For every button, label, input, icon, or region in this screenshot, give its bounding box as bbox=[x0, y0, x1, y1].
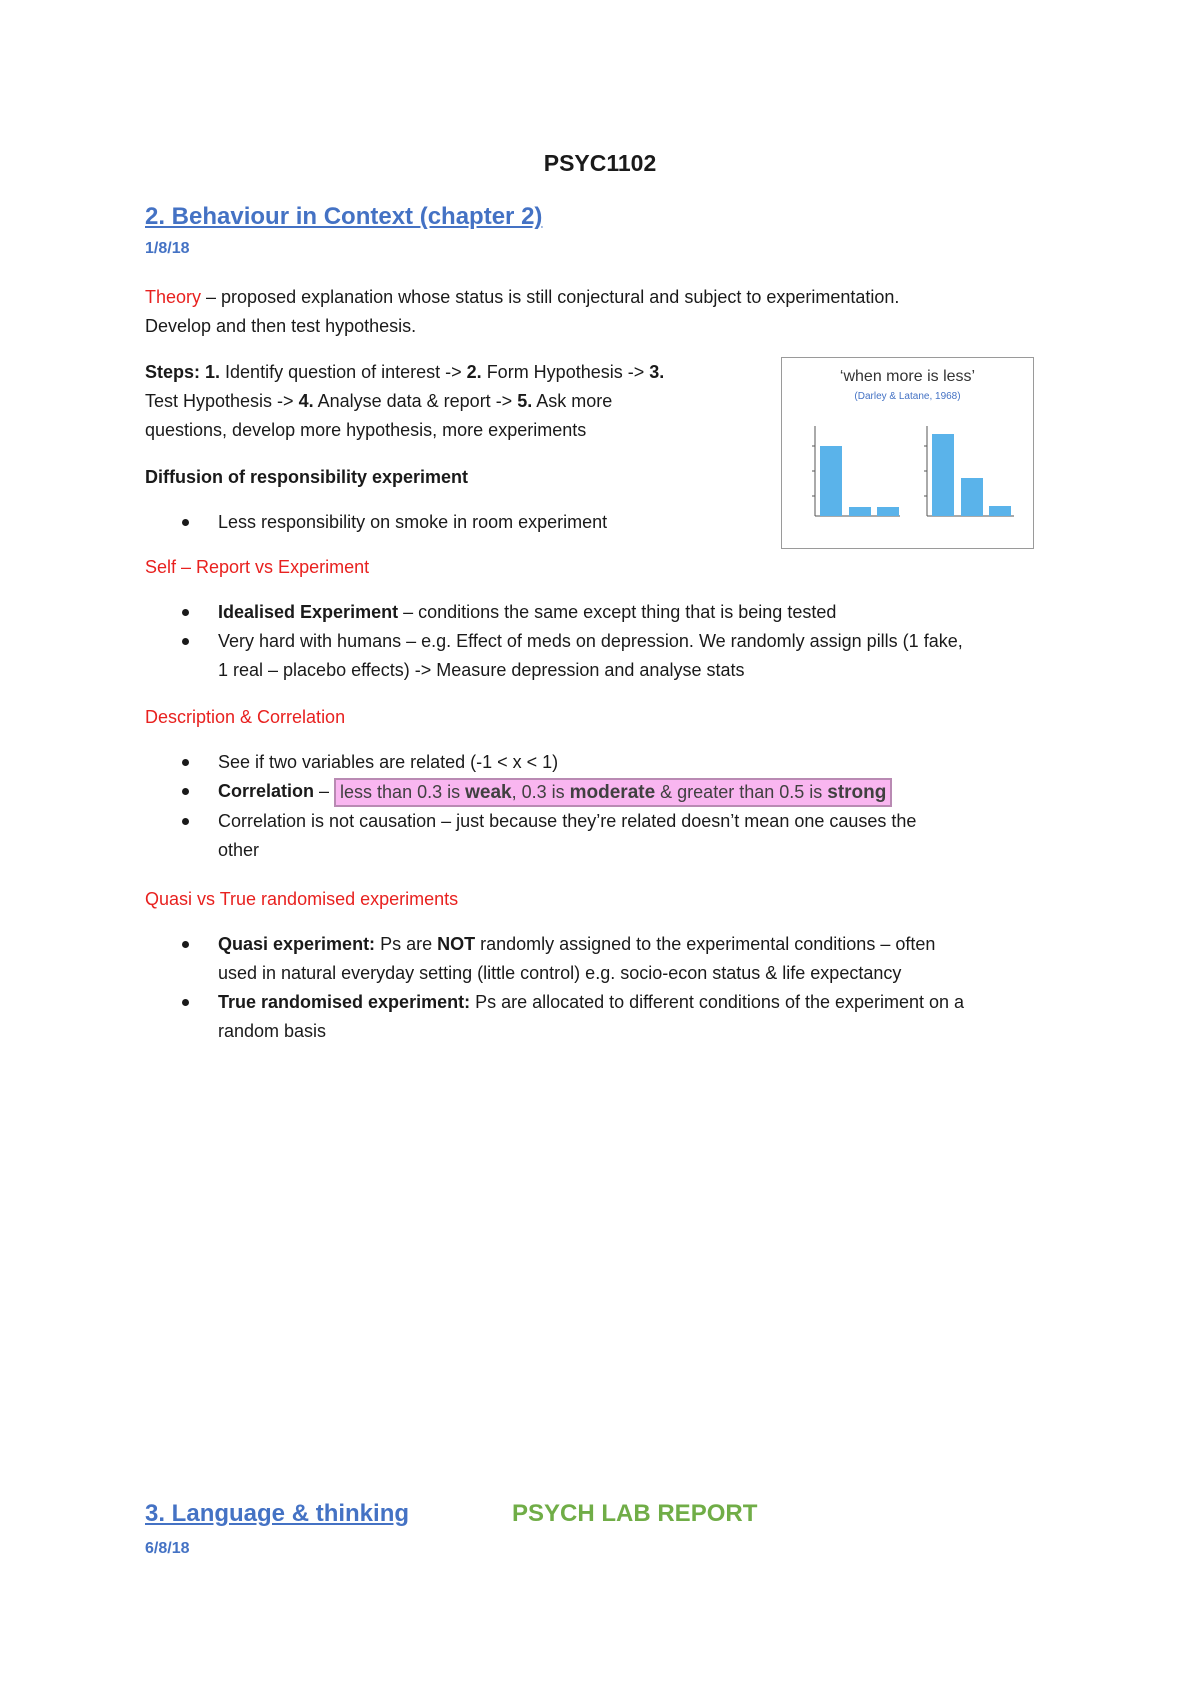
diffusion-list bbox=[145, 508, 607, 537]
bullet-icon bbox=[182, 759, 189, 766]
theory-term: Theory bbox=[145, 287, 202, 307]
bullet-icon bbox=[182, 941, 189, 948]
correlation-highlight: less than 0.3 is weak, 0.3 is moderate & greater than 0.5 is strong bbox=[334, 778, 892, 807]
correlation-list bbox=[145, 748, 1085, 865]
figure-title: ‘when more is less’ bbox=[839, 368, 976, 385]
step-1-text: Identify question of interest -> bbox=[220, 362, 467, 382]
steps-line2 bbox=[145, 387, 745, 416]
bar bbox=[932, 434, 954, 516]
theory-text: – proposed explanation whose status is still conjectural and subject to experimentation. bbox=[201, 287, 900, 307]
step-1-number: 1. bbox=[205, 362, 221, 382]
list-item: Correlation is not causation – just because they’re related doesn’t mean one causes the other bbox=[145, 807, 1085, 865]
bullet-icon bbox=[182, 519, 189, 526]
step-5-text: Ask more bbox=[532, 391, 613, 411]
theory-paragraph bbox=[145, 283, 1065, 312]
step-4-number: 4. bbox=[298, 391, 314, 411]
doc-title: PSYC1102 bbox=[543, 150, 657, 176]
section2-date: 1/8/18 bbox=[145, 240, 190, 257]
self-report-list bbox=[145, 598, 1085, 685]
correlation-heading: Description & Correlation bbox=[145, 707, 346, 727]
theory-line2: Develop and then test hypothesis. bbox=[145, 316, 417, 336]
list-item: True randomised experiment: Ps are allocated to different conditions of the experiment on a random basis bbox=[145, 988, 1085, 1046]
list-item: Idealised Experiment – conditions the same except thing that is being tested bbox=[145, 598, 1085, 627]
lab-report-heading: PSYCH LAB REPORT bbox=[512, 1500, 758, 1527]
steps-label: Steps: bbox=[145, 362, 206, 382]
self-report-heading: Self – Report vs Experiment bbox=[145, 557, 370, 577]
step-2-text: Form Hypothesis -> bbox=[481, 362, 650, 382]
section2-heading: 2. Behaviour in Context (chapter 2) bbox=[145, 203, 543, 230]
step-3-number: 3. bbox=[649, 362, 665, 382]
bar bbox=[849, 507, 871, 516]
list-item: See if two variables are related (-1 < x < 1) bbox=[145, 748, 1085, 777]
bullet-icon bbox=[182, 999, 189, 1006]
step-2-number: 2. bbox=[466, 362, 482, 382]
diffusion-heading: Diffusion of responsibility experiment bbox=[145, 467, 469, 487]
section3-heading: 3. Language & thinking bbox=[145, 1500, 410, 1527]
step-4-text: Analyse data & report -> bbox=[313, 391, 518, 411]
quasi-list bbox=[145, 930, 1085, 1046]
bullet-icon bbox=[182, 788, 189, 795]
bar bbox=[989, 506, 1011, 516]
list-item: Correlation – less than 0.3 is weak, 0.3 is moderate & greater than 0.5 is strong bbox=[145, 777, 1085, 807]
section3-date: 6/8/18 bbox=[145, 1540, 190, 1557]
figure-subtitle: (Darley & Latane, 1968) bbox=[854, 391, 961, 402]
step-3-text: Test Hypothesis -> bbox=[145, 391, 299, 411]
list-item: Very hard with humans – e.g. Effect of meds on depression. We randomly assign pills (1 fake, 1 real – placebo effects) -> Measure depression and analyse stats bbox=[145, 627, 1085, 685]
bullet-icon bbox=[182, 609, 189, 616]
bar bbox=[877, 507, 899, 516]
bar bbox=[820, 446, 842, 516]
quasi-heading: Quasi vs True randomised experiments bbox=[145, 889, 459, 909]
bar bbox=[961, 478, 983, 516]
figure-bars bbox=[782, 358, 1033, 548]
bystander-figure bbox=[781, 357, 1034, 549]
steps-line1 bbox=[145, 358, 745, 387]
step-5-number: 5. bbox=[517, 391, 533, 411]
bullet-icon bbox=[182, 818, 189, 825]
list-item: Less responsibility on smoke in room experiment bbox=[145, 508, 607, 537]
bullet-icon bbox=[182, 638, 189, 645]
steps-line3: questions, develop more hypothesis, more experiments bbox=[145, 420, 587, 440]
list-item: Quasi experiment: Ps are NOT randomly assigned to the experimental conditions – often used in natural everyday setting (little control) e.g. socio-econ status & life expectancy bbox=[145, 930, 1085, 988]
